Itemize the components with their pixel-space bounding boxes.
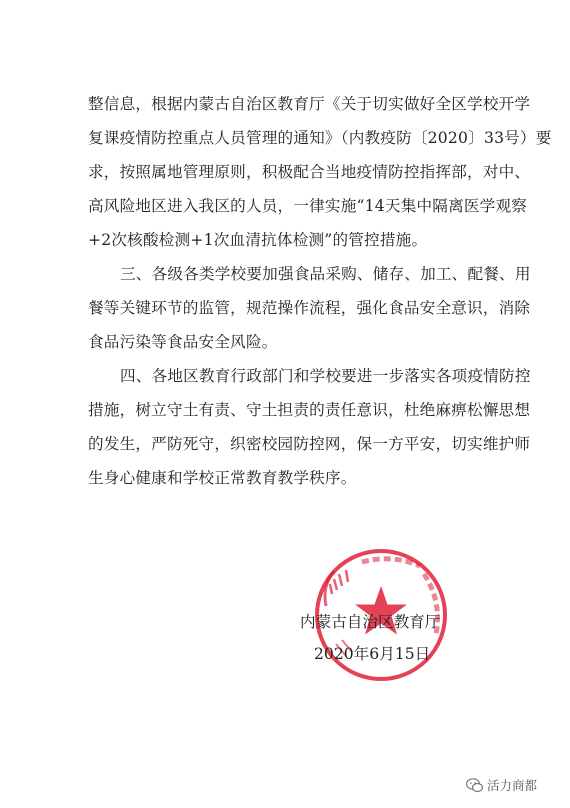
body-line: 的发生，严防死守，织密校园防控网，保一方平安，切实维护师 xyxy=(88,435,531,453)
body-line: 求，按照属地管理原则，积极配合当地疫情防控指挥部，对中、 xyxy=(88,163,531,181)
body-line: 措施，树立守土有责、守土担责的责任意识，杜绝麻痹松懈思想 xyxy=(88,401,531,419)
body-line: 生身心健康和学校正常教育教学秩序。 xyxy=(88,469,357,487)
watermark xyxy=(466,776,537,794)
body-line: +2次核酸检测+1次血清抗体检测”的管控措施。 xyxy=(88,231,428,249)
body-line: 四、各地区教育行政部门和学校要进一步落实各项疫情防控 xyxy=(120,367,531,385)
signature-org: 内蒙古自治区教育厅 xyxy=(300,613,441,631)
watermark-label: 活力商都 xyxy=(487,778,538,793)
signature-date: 2020年6月15日 xyxy=(314,645,431,663)
wechat-icon xyxy=(466,778,483,793)
body-line: 食品污染等食品安全风险。 xyxy=(88,333,278,351)
body-line: 高风险地区进入我区的人员，一律实施“14天集中隔离医学观察 xyxy=(88,197,528,215)
body-line: 餐等关键环节的监管，规范操作流程，强化食品安全意识，消除 xyxy=(88,299,531,317)
body-line: 整信息，根据内蒙古自治区教育厅《关于切实做好全区学校开学 xyxy=(88,95,531,113)
body-line: 复课疫情防控重点人员管理的通知》（内教疫防〔2020〕33号）要 xyxy=(88,129,552,147)
body-line: 三、各级各类学校要加强食品采购、储存、加工、配餐、用 xyxy=(120,265,531,283)
